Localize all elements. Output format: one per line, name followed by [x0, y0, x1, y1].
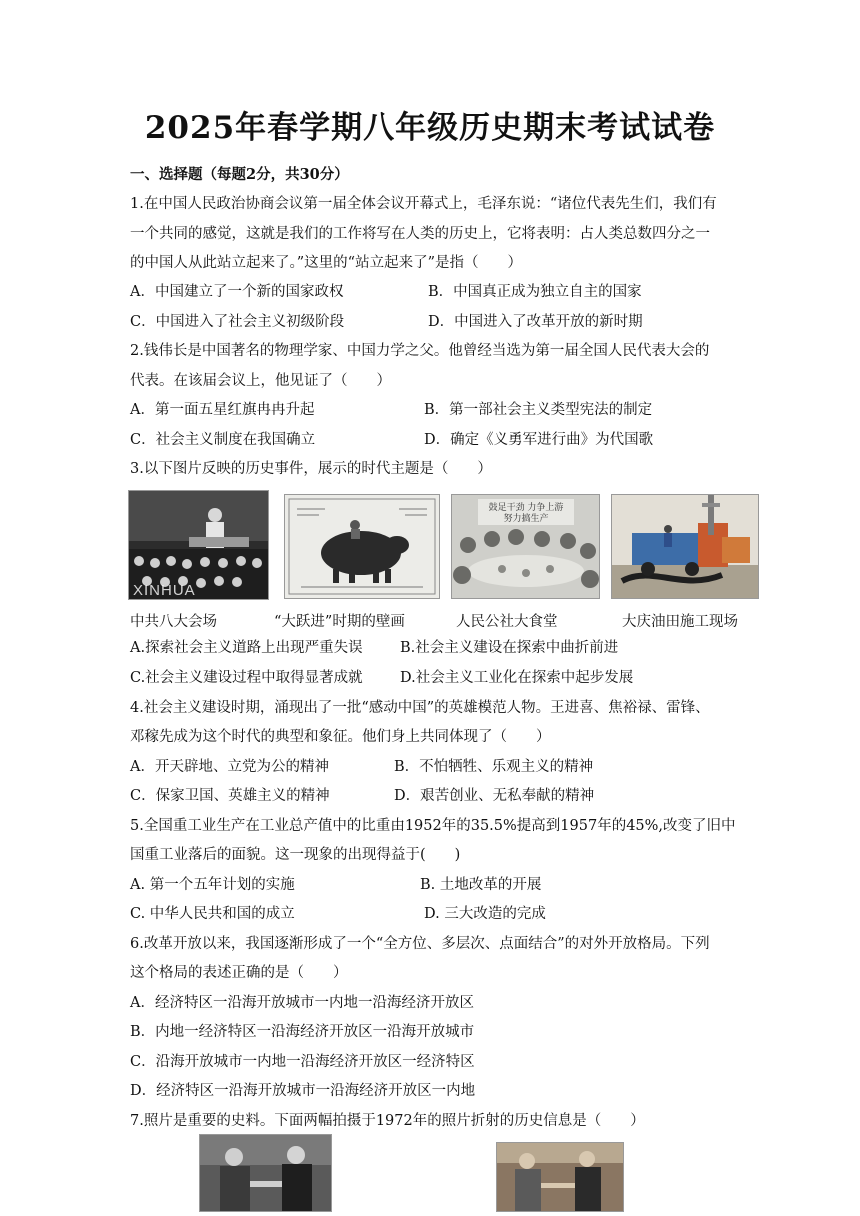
q1-option-c[interactable]: C．中国进入了社会主义初级阶段 — [130, 314, 345, 330]
q3-option-a[interactable]: A.探索社会主义道路上出现严重失误 — [130, 640, 363, 656]
q6-option-b[interactable]: B．内地一经济特区一沿海经济开放区一沿海开放城市 — [130, 1024, 475, 1040]
photo-banner-text-2: 努力搞生产 — [503, 514, 549, 524]
q4-option-d[interactable]: D．艰苦创业、无私奉献的精神 — [394, 788, 595, 804]
q4-option-c[interactable]: C．保家卫国、英雄主义的精神 — [130, 788, 330, 804]
q6-option-c[interactable]: C．沿海开放城市一内地一沿海经济开放区一经济特区 — [130, 1054, 475, 1070]
q3-text-line: 3.以下图片反映的历史事件，展示的时代主题是（ ） — [130, 461, 492, 477]
q6-text-line-2: 这个格局的表述正确的是（ ） — [130, 965, 348, 981]
q1-option-b[interactable]: B．中国真正成为独立自主的国家 — [428, 284, 642, 300]
q6-text-line-1: 6.改革开放以来，我国逐渐形成了一个“全方位、多层次、点面结合”的对外开放格局。下列 — [130, 936, 710, 952]
q2-text-line-1: 2.钱伟长是中国著名的物理学家、中国力学之父。他曾经当选为第一届全国人民代表大会的 — [130, 343, 710, 359]
q2-option-b[interactable]: B．第一部社会主义类型宪法的制定 — [424, 402, 653, 418]
q2-option-a[interactable]: A．第一面五星红旗冉冉升起 — [130, 402, 315, 418]
q1-text-line-3: 的中国人从此站立起来了。”这里的“站立起来了”是指（ ） — [130, 255, 522, 271]
q4-option-b[interactable]: B．不怕牺牲、乐观主义的精神 — [394, 759, 594, 775]
q3-option-d[interactable]: D.社会主义工业化在探索中起步发展 — [400, 670, 634, 686]
q1-text-line-2: 一个共同的感觉，这就是我们的工作将写在人类的历史上，它将表明：占人类总数四分之一 — [130, 226, 710, 242]
q5-option-c[interactable]: C. 中华人民共和国的成立 — [130, 906, 295, 922]
photo-1972-handshake-1 — [199, 1134, 332, 1212]
q4-option-a[interactable]: A．开天辟地、立党为公的精神 — [130, 759, 329, 775]
q5-option-d[interactable]: D. 三大改造的完成 — [424, 906, 546, 922]
q5-text-line-2: 国重工业落后的面貌。这一现象的出现得益于( ) — [130, 847, 461, 863]
photo-banner-text-1: 鼓足干劲 力争上游 — [488, 503, 564, 513]
caption-commune-canteen: 人民公社大食堂 — [456, 614, 558, 630]
q1-option-a[interactable]: A．中国建立了一个新的国家政权 — [130, 284, 344, 300]
photo-daqing-oilfield — [611, 494, 759, 599]
photo-commune-canteen — [451, 494, 600, 599]
q1-option-d[interactable]: D．中国进入了改革开放的新时期 — [428, 314, 643, 330]
photo-1972-handshake-2 — [496, 1142, 624, 1212]
q5-text-line-1: 5.全国重工业生产在工业总产值中的比重由1952年的35.5%提高到1957年的45%,改变了旧中 — [130, 818, 736, 834]
q5-option-b[interactable]: B. 土地改革的开展 — [420, 877, 542, 893]
q7-text-line: 7.照片是重要的史料。下面两幅拍摄于1972年的照片折射的历史信息是（ ） — [130, 1113, 645, 1129]
q4-text-line-1: 4.社会主义建设时期，涌现出了一批“感动中国”的英雄模范人物。王进喜、焦裕禄、雷锋、 — [130, 700, 710, 716]
caption-cpc-congress: 中共八大会场 — [130, 614, 217, 630]
photo-great-leap-mural — [284, 494, 440, 599]
q4-text-line-2: 邓稼先成为这个时代的典型和象征。他们身上共同体现了（ ） — [130, 729, 551, 745]
section-heading: 一、选择题（每题2分，共30分） — [130, 166, 349, 183]
q2-option-d[interactable]: D．确定《义勇军进行曲》为代国歌 — [424, 432, 654, 448]
caption-daqing-oilfield: 大庆油田施工现场 — [622, 614, 738, 630]
q2-text-line-2: 代表。在该届会议上，他见证了（ ） — [130, 373, 391, 389]
q3-option-b[interactable]: B.社会主义建设在探索中曲折前进 — [400, 640, 619, 656]
q2-option-c[interactable]: C．社会主义制度在我国确立 — [130, 432, 316, 448]
photo-cpc-congress — [128, 490, 269, 600]
exam-title: 2025年春学期八年级历史期末考试试卷 — [144, 110, 716, 146]
q6-option-d[interactable]: D．经济特区一沿海开放城市一沿海经济开放区一内地 — [130, 1083, 476, 1099]
photo-watermark: XINHUA — [133, 582, 196, 599]
q3-option-c[interactable]: C.社会主义建设过程中取得显著成就 — [130, 670, 363, 686]
q5-option-a[interactable]: A. 第一个五年计划的实施 — [130, 877, 295, 893]
q1-text-line-1: 1.在中国人民政治协商会议第一届全体会议开幕式上，毛泽东说：“诸位代表先生们，我们有 — [130, 196, 717, 212]
caption-great-leap-mural: “大跃进”时期的壁画 — [274, 614, 405, 630]
q6-option-a[interactable]: A．经济特区一沿海开放城市一内地一沿海经济开放区 — [130, 995, 474, 1011]
